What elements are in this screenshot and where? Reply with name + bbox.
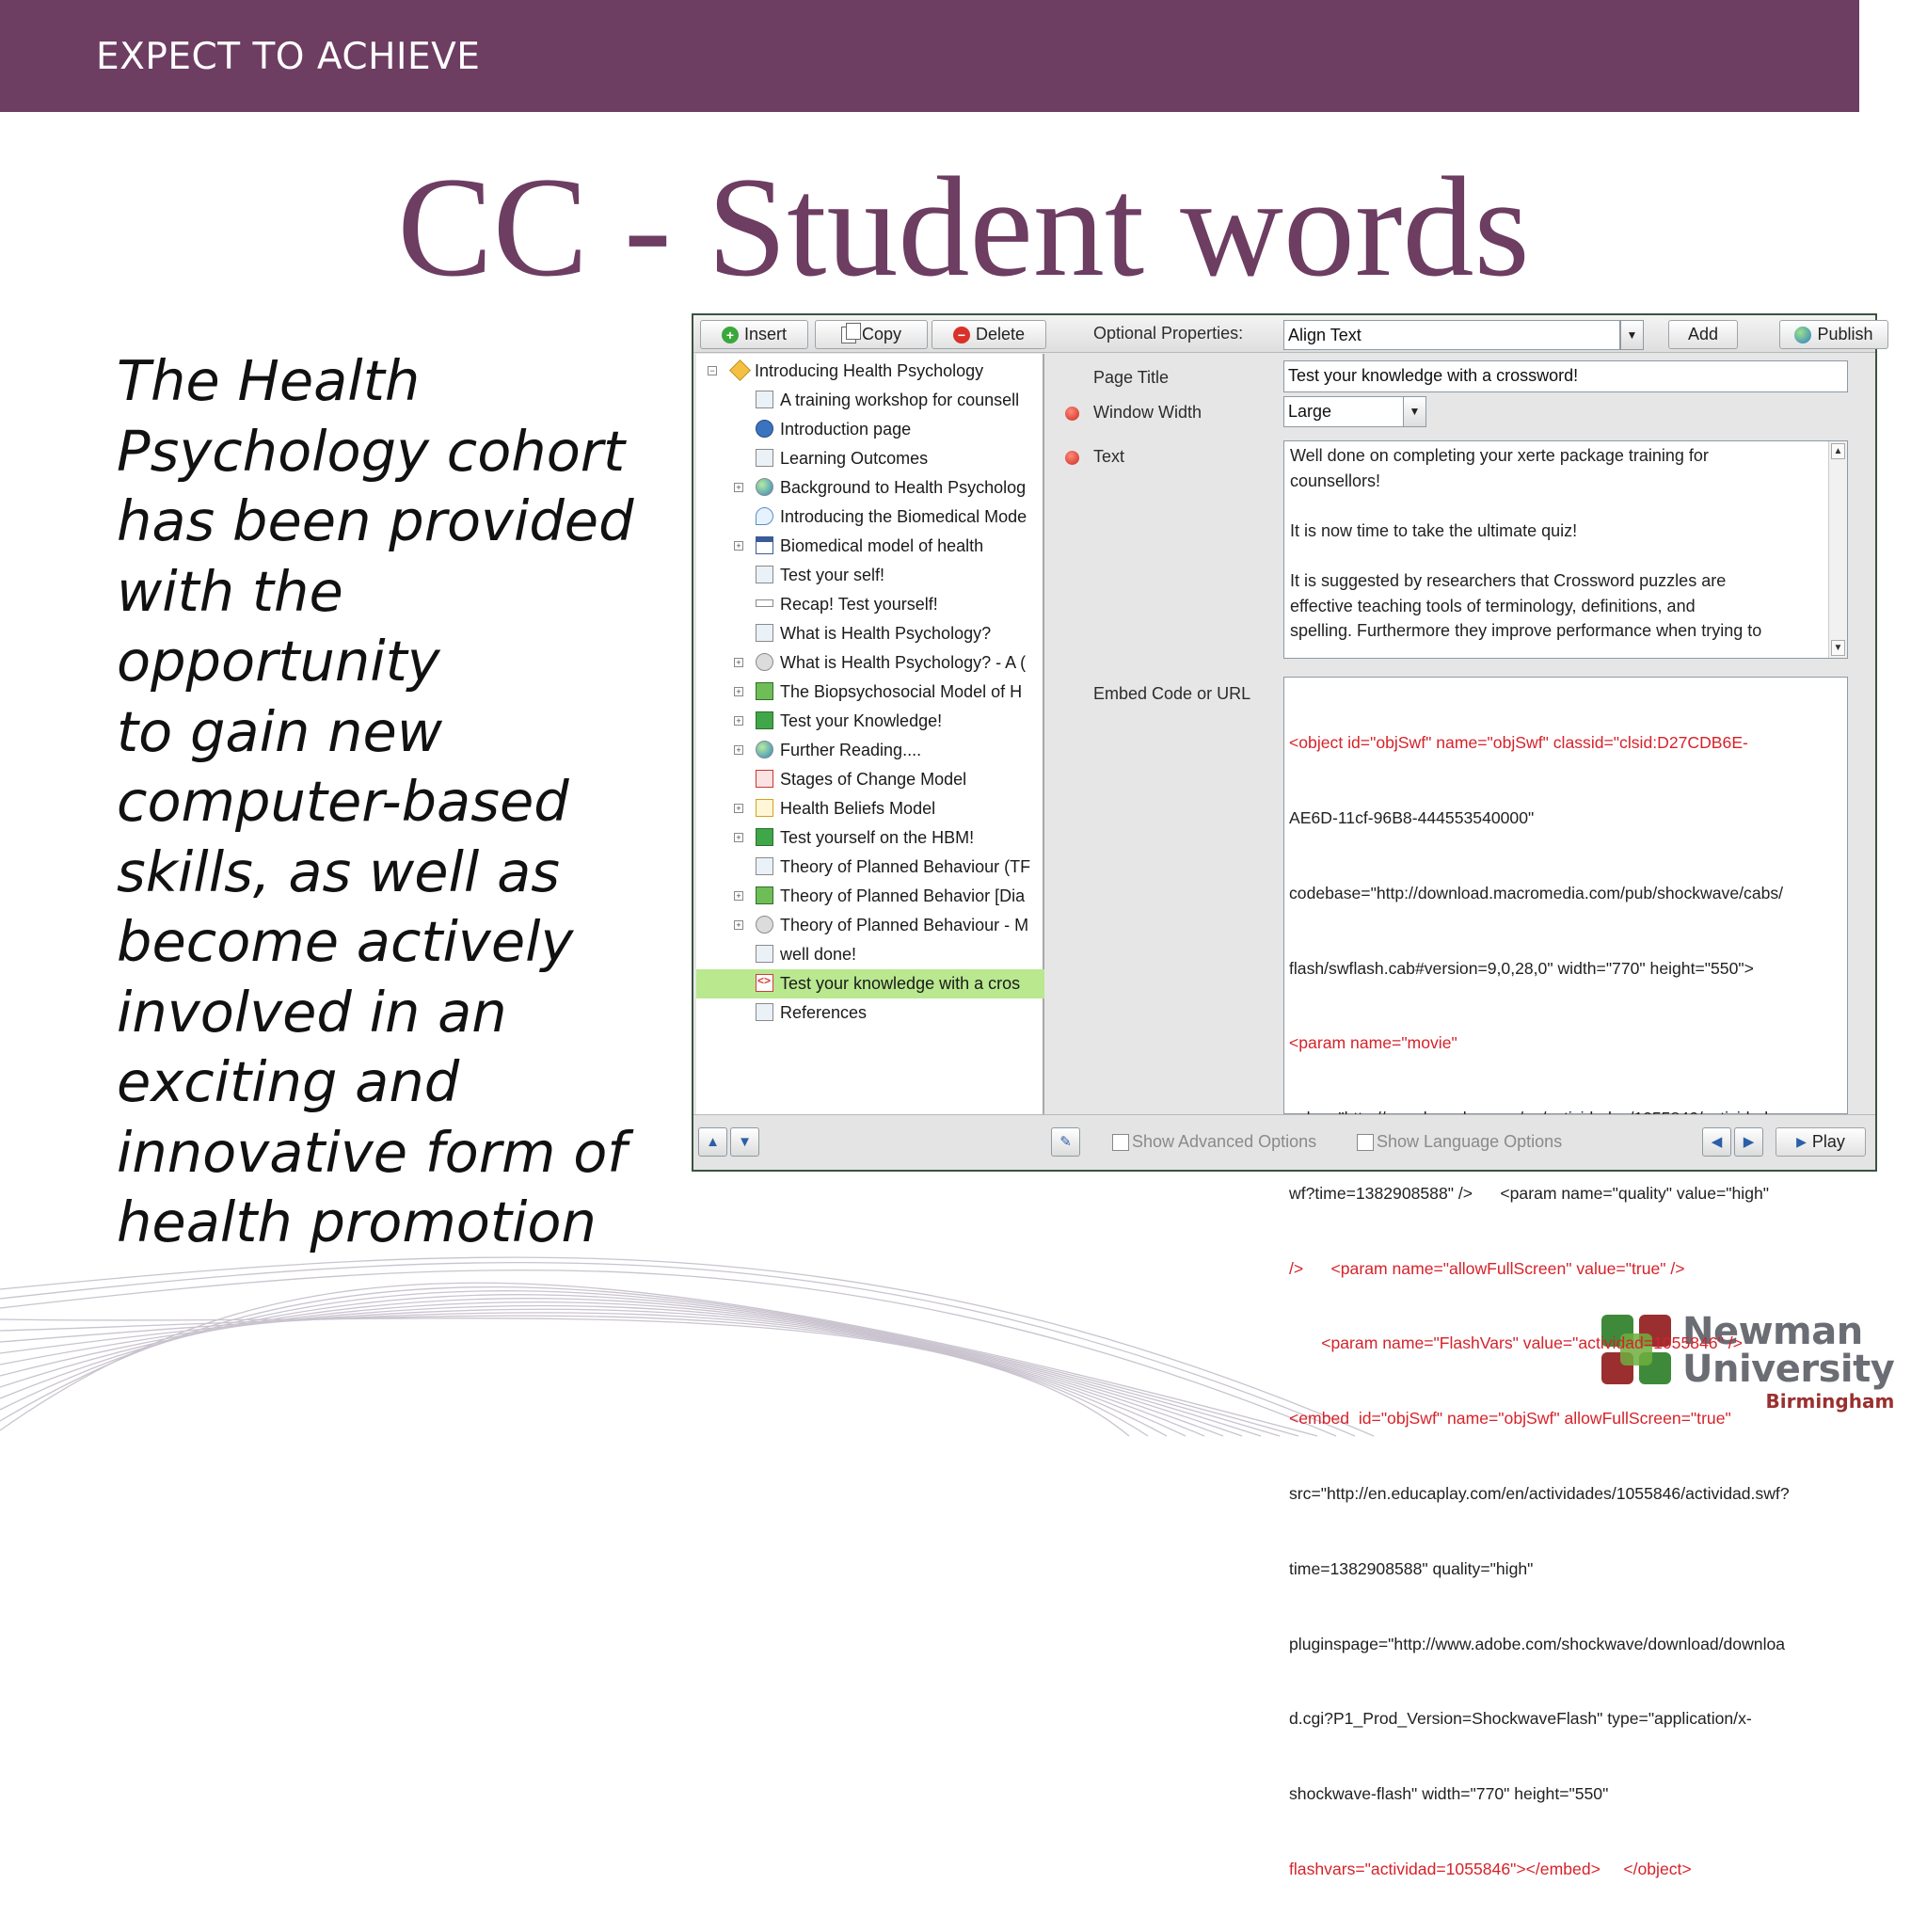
required-icon — [1065, 451, 1079, 465]
expand-icon[interactable]: + — [734, 833, 743, 842]
text-line: It is now time to take the ultimate quiz! — [1290, 520, 1578, 540]
page-tree — [696, 354, 1044, 1114]
star-icon — [756, 799, 773, 817]
code-line: pluginspage="http://www.adobe.com/shockwave/download/downloa — [1289, 1634, 1786, 1653]
insert-button[interactable] — [700, 320, 808, 349]
tree-item[interactable] — [696, 823, 1044, 853]
logo-line-3: Birmingham — [1765, 1390, 1895, 1413]
text-line: Well done on completing your xerte package training for — [1290, 446, 1709, 465]
plus-icon: + — [722, 327, 739, 343]
tree-item[interactable] — [696, 503, 1044, 532]
scroll-up-icon[interactable]: ▲ — [1831, 443, 1845, 459]
logo-line-2: University — [1682, 1348, 1895, 1391]
tree-item-selected[interactable] — [696, 969, 1044, 998]
code-line: <param name="FlashVars" value="actividad=1055846" /> — [1289, 1333, 1743, 1353]
text-editor[interactable] — [1283, 440, 1848, 659]
tree-item[interactable] — [696, 444, 1044, 473]
window-width-select[interactable]: Large — [1283, 396, 1404, 427]
tree-item[interactable] — [696, 794, 1044, 823]
text-line: effective teaching tools of terminology, definitions, and — [1290, 596, 1696, 615]
tree-item-label: The Biopsychosocial Model of H — [780, 682, 1023, 701]
tree-item-label: well done! — [780, 945, 857, 964]
gear-icon — [756, 653, 773, 671]
expand-icon[interactable]: + — [734, 483, 743, 492]
tree-item-label: Introducing Health Psychology — [755, 361, 984, 380]
tree-item[interactable] — [696, 853, 1044, 882]
list-icon — [756, 536, 773, 554]
page-title-label: Page Title — [1093, 368, 1170, 387]
code-line: /> <param name="allowFullScreen" value="true" /> — [1289, 1258, 1685, 1278]
copy-label: Copy — [861, 325, 902, 343]
optional-properties-select[interactable]: Align Text — [1283, 320, 1620, 350]
tree-item-label: Biomedical model of health — [780, 536, 984, 555]
expand-icon[interactable]: + — [734, 716, 743, 726]
tree-item[interactable] — [696, 415, 1044, 444]
text-line — [1290, 493, 1841, 519]
page-title-input[interactable]: Test your knowledge with a crossword! — [1283, 360, 1848, 392]
tree-item-label: Stages of Change Model — [780, 770, 967, 789]
code-line: shockwave-flash" width="770" height="550" — [1289, 1784, 1609, 1804]
tree-item-label: A training workshop for counsell — [780, 391, 1020, 409]
slide-body-text — [117, 346, 681, 1258]
tree-item-label: Recap! Test yourself! — [780, 595, 938, 614]
add-label: Add — [1687, 325, 1719, 343]
previous-icon[interactable]: ◀ — [1702, 1127, 1731, 1157]
code-line: flash/swflash.cab#version=9,0,28,0" width="770" height="550"> — [1289, 958, 1754, 978]
tree-item[interactable] — [696, 911, 1044, 940]
language-options-checkbox[interactable] — [1357, 1134, 1374, 1151]
info-icon — [756, 420, 773, 438]
folder-icon — [756, 711, 773, 729]
move-down-icon[interactable]: ▼ — [730, 1127, 759, 1157]
magnifier-icon — [756, 478, 773, 496]
delete-button[interactable] — [932, 320, 1046, 349]
tree-item-label: Introducing the Biomedical Mode — [780, 507, 1027, 526]
text-scrollbar[interactable] — [1828, 441, 1847, 658]
code-line: src="http://en.educaplay.com/en/actividades/1055846/actividad.swf? — [1289, 1484, 1790, 1503]
insert-label: Insert — [743, 325, 788, 343]
tree-item-label: Test your self! — [780, 566, 885, 584]
tree-item[interactable] — [696, 473, 1044, 503]
body-line: to gain new — [117, 698, 443, 764]
move-up-icon[interactable]: ▲ — [698, 1127, 727, 1157]
banner-text: EXPECT TO ACHIEVE — [96, 36, 481, 78]
body-line: computer-based — [117, 769, 569, 834]
code-line: time=1382908588" quality="high" — [1289, 1558, 1534, 1578]
folder-icon — [756, 828, 773, 846]
language-options-label: Show Language Options — [1377, 1132, 1563, 1151]
tree-item-label: Test your knowledge with a cros — [780, 974, 1021, 993]
expand-icon[interactable]: + — [734, 658, 743, 667]
tree-item[interactable] — [696, 736, 1044, 765]
scroll-down-icon[interactable]: ▼ — [1831, 640, 1845, 656]
play-label: Play — [1811, 1132, 1845, 1151]
editor-toolbar — [693, 315, 1875, 353]
tree-item[interactable] — [696, 940, 1044, 969]
blank-icon — [756, 599, 773, 607]
tree-item-label: Further Reading.... — [780, 741, 922, 759]
minus-icon: − — [953, 327, 970, 343]
text-label: Text — [1093, 447, 1125, 466]
code-line: flashvars="actividad=1055846"></embed> </object> — [1289, 1859, 1692, 1878]
body-line: exciting and — [117, 1049, 460, 1114]
tree-item[interactable] — [696, 561, 1044, 590]
tree-item-label: Background to Health Psycholog — [780, 478, 1027, 497]
globe-icon — [756, 741, 773, 758]
tree-item[interactable] — [696, 998, 1044, 1028]
bubble-icon — [756, 507, 773, 525]
body-line: The Health — [117, 348, 421, 413]
tree-item-label: Theory of Planned Behavior [Dia — [780, 886, 1026, 905]
body-line: become actively — [117, 909, 574, 974]
page-icon — [756, 1003, 773, 1021]
chevron-down-icon[interactable]: ▼ — [1620, 320, 1644, 350]
play-button[interactable] — [1776, 1127, 1866, 1157]
picture-icon — [756, 682, 773, 700]
tree-item[interactable] — [696, 678, 1044, 707]
code-line: <embed id="objSwf" name="objSwf" allowFullScreen="true" — [1289, 1409, 1731, 1429]
copy-button[interactable] — [815, 320, 928, 349]
advanced-options-label: Show Advanced Options — [1132, 1132, 1317, 1151]
code-line: codebase="http://download.macromedia.com/pub/shockwave/cabs/ — [1289, 883, 1784, 902]
picture-icon — [756, 886, 773, 904]
text-line: It is suggested by researchers that Crossword puzzles are — [1290, 570, 1727, 590]
code-line: <object id="objSwf" name="objSwf" classid="clsid:D27CDB6E- — [1289, 733, 1748, 753]
tree-item[interactable] — [696, 765, 1044, 794]
collapse-icon[interactable]: − — [708, 366, 717, 375]
required-icon — [1065, 407, 1079, 421]
tree-item-label: Test yourself on the HBM! — [780, 828, 975, 847]
expand-icon[interactable]: + — [734, 891, 743, 901]
slide-title: CC - Student words — [397, 148, 1530, 306]
body-line: innovative form of — [117, 1119, 628, 1185]
tree-item[interactable] — [696, 386, 1044, 415]
page-icon — [756, 945, 773, 963]
tree-item-label: Learning Outcomes — [780, 449, 929, 468]
optional-properties-label: Optional Properties: — [1093, 324, 1244, 343]
embed-icon — [756, 974, 773, 992]
tree-item[interactable] — [696, 882, 1044, 911]
body-line: involved in an — [117, 979, 507, 1045]
tree-item-label: What is Health Psychology? - A ( — [780, 653, 1027, 672]
code-line: <param name="movie" — [1289, 1033, 1457, 1053]
expand-icon[interactable]: + — [734, 920, 743, 930]
publish-button[interactable] — [1779, 320, 1888, 349]
video-icon — [756, 770, 773, 788]
tree-item[interactable] — [696, 590, 1044, 619]
expand-icon[interactable]: + — [734, 687, 743, 696]
tree-item-label: What is Health Psychology? — [780, 624, 992, 643]
logo-line-1: Newman — [1682, 1310, 1863, 1353]
tree-item-label: Test your Knowledge! — [780, 711, 943, 730]
text-line — [1290, 543, 1841, 568]
add-button[interactable] — [1668, 320, 1738, 349]
tree-item[interactable] — [696, 619, 1044, 648]
body-line: Psychology cohort — [117, 418, 626, 484]
next-icon[interactable]: ▶ — [1734, 1127, 1763, 1157]
code-line: AE6D-11cf-96B8-444553540000" — [1289, 807, 1535, 827]
chevron-down-icon[interactable]: ▼ — [1403, 396, 1426, 427]
edit-icon[interactable]: ✎ — [1051, 1127, 1080, 1157]
tree-item-label: References — [780, 1003, 868, 1022]
page-icon — [756, 449, 773, 467]
body-line: health promotion — [117, 1190, 597, 1254]
tree-item-label: Health Beliefs Model — [780, 799, 936, 818]
body-line: has been provided — [117, 488, 634, 553]
expand-icon[interactable]: + — [734, 745, 743, 755]
tree-item-label: Introduction page — [780, 420, 912, 439]
advanced-options-checkbox[interactable] — [1112, 1134, 1129, 1151]
copy-icon — [841, 327, 856, 343]
tree-item-label: Theory of Planned Behaviour - M — [780, 916, 1029, 934]
gear-icon — [756, 916, 773, 934]
text-line: counsellors! — [1290, 471, 1381, 490]
window-width-label: Window Width — [1093, 403, 1202, 422]
embed-code-text — [1289, 680, 1790, 1932]
text-line: spelling. Furthermore they improve performance when trying to — [1290, 621, 1762, 641]
tree-item[interactable] — [696, 648, 1044, 678]
page-icon — [756, 391, 773, 408]
globe-icon — [1794, 327, 1811, 343]
body-line: skills, as well as — [117, 838, 560, 904]
page-icon — [756, 857, 773, 875]
code-line: wf?time=1382908588" /> <param name="quality" value="high" — [1289, 1183, 1770, 1203]
package-icon — [729, 359, 751, 381]
body-line: with the opportunity — [117, 558, 440, 694]
page-icon — [756, 566, 773, 583]
delete-label: Delete — [975, 325, 1026, 343]
embed-code-label: Embed Code or URL — [1093, 684, 1251, 703]
play-icon: ▶ — [1796, 1134, 1807, 1149]
tree-item[interactable] — [696, 707, 1044, 736]
publish-label: Publish — [1817, 325, 1873, 343]
tree-item[interactable] — [696, 357, 1044, 386]
header-banner — [0, 0, 1859, 112]
tree-item[interactable] — [696, 532, 1044, 561]
code-line: d.cgi?P1_Prod_Version=ShockwaveFlash" type="application/x- — [1289, 1709, 1752, 1729]
tree-item-label: Theory of Planned Behaviour (TF — [780, 857, 1031, 876]
expand-icon[interactable]: + — [734, 541, 743, 551]
expand-icon[interactable]: + — [734, 804, 743, 813]
page-icon — [756, 624, 773, 642]
editor-bottom-bar — [693, 1114, 1875, 1170]
